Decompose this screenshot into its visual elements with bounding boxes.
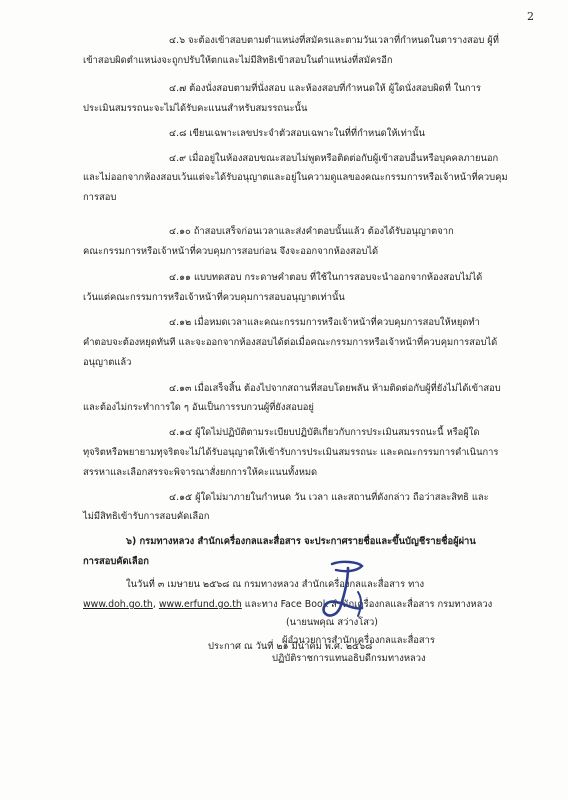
item-4-15-line-2: ไม่มีสิทธิเข้ารับการสอบคัดเลือก [83,511,210,522]
item-4-6-line-2: เข้าสอบผิดตำแหน่งจะถูกปรับให้ตกและไม่มีสิทธิเข้าสอบในตำแหน่งที่สมัครอีก [83,55,393,66]
item-4-14-line-2: ทุจริตหรือพยายามทุจริตจะไม่ได้รับอนุญาตให้เข้ารับการประเมินสมรรถนะ และคณะกรรมการดำเนินการ [83,447,499,458]
doh-website-link[interactable]: www.doh.go.th [83,599,153,610]
item-4-12-line-2: คำตอบจะต้องหยุดทันที และจะออกจากห้องสอบได้ต่อเมื่อคณะกรรมการหรือเจ้าหน้าที่ควบคุมการสอบได้ [83,337,498,348]
item-4-14-line-3: สรรหาและเลือกสรรจะพิจารณาสั่งยกการให้คะแนนทั้งหมด [83,467,318,478]
link-separator: , [152,599,159,610]
erfund-website-link[interactable]: www.erfund.go.th [158,599,242,610]
signature-icon [318,558,370,620]
item-4-10-line-2: คณะกรรมการหรือเจ้าหน้าที่ควบคุมการสอบก่อน จึงจะออกจากห้องสอบได้ [83,246,379,257]
item-4-11-line-1: ๔.๑๑ แบบทดสอบ กระดาษคำตอบ ที่ใช้ในการสอบจะนำออกจากห้องสอบไม่ได้ [169,272,483,283]
item-4-12-line-3: อนุญาตแล้ว [83,357,132,368]
announcement-date-line: ในวันที่ ๓ เมษายน ๒๕๖๘ ณ กรมทางหลวง สำนักเครื่องกลและสื่อสาร ทาง [126,579,425,590]
signatory-title-2: ปฏิบัติราชการแทนอธิบดีกรมทางหลวง [272,653,426,664]
page-number: 2 [527,10,534,23]
item-4-10-line-1: ๔.๑๐ ถ้าสอบเสร็จก่อนเวลาและส่งคำตอบนั้นแล้ว ต้องได้รับอนุญาตจาก [169,226,454,237]
item-4-6-line-1: ๔.๖ จะต้องเข้าสอบตามตำแหน่งที่สมัครและตามวันเวลาที่กำหนดในตารางสอบ ผู้ที่ [169,35,499,46]
item-4-13-line-2: และต้องไม่กระทำการใด ๆ อันเป็นการรบกวนผู้ที่ยังสอบอยู่ [83,402,314,413]
signatory-title-1: ผู้อำนวยการสำนักเครื่องกลและสื่อสาร [282,635,435,646]
signatory-name: (นายนพคุณ สว่างโสว) [286,617,378,628]
item-4-11-line-2: เว้นแต่คณะกรรมการหรือเจ้าหน้าที่ควบคุมการสอบอนุญาตเท่านั้น [83,292,345,303]
item-4-9-line-1: ๔.๙ เมื่ออยู่ในห้องสอบขณะสอบไม่พูดหรือติดต่อกับผู้เข้าสอบอื่นหรือบุคคลภายนอก [169,153,499,164]
item-4-12-line-1: ๔.๑๒ เมื่อหมดเวลาและคณะกรรมการหรือเจ้าหน้าที่ควบคุมการสอบให้หยุดทำ [169,317,480,328]
item-4-9-line-3: การสอบ [83,192,117,203]
item-4-7-line-2: ประเมินสมรรถนะจะไม่ได้รับคะแนนสำหรับสมรรถนะนั้น [83,103,308,114]
proclamation-date: ประกาศ ณ วันที่ ๒๑ มีนาคม พ.ศ. ๒๕๖๘ [208,641,373,652]
item-4-8-line-1: ๔.๘ เขียนเฉพาะเลขประจำตัวสอบเฉพาะในที่ที่กำหนดให้เท่านั้น [169,128,425,139]
item-4-7-line-1: ๔.๗ ต้องนั่งสอบตามที่นั่งสอบ และห้องสอบที่กำหนดให้ ผู้ใดนั่งสอบผิดที่ ในการ [169,83,481,94]
item-4-13-line-1: ๔.๑๓ เมื่อเสร็จสิ้น ต้องไปจากสถานที่สอบโดยพลัน ห้ามติดต่อกับผู้ที่ยังไม่ได้เข้าสอบ [169,383,501,394]
website-line [83,598,492,612]
item-4-15-line-1: ๔.๑๕ ผู้ใดไม่มาภายในกำหนด วัน เวลา และสถานที่ดังกล่าว ถือว่าสละสิทธิ และ [169,492,489,503]
facebook-text: และทาง Face Book สำนักเครื่องกลและสื่อสาร กรมทางหลวง [244,599,493,610]
item-4-9-line-2: และไม่ออกจากห้องสอบเว้นแต่จะได้รับอนุญาตและอยู่ในความดูแลของคณะกรรมการหรือเจ้าหน้าที่ควบคุม [83,172,508,183]
item-4-14-line-1: ๔.๑๔ ผู้ใดไม่ปฏิบัติตามระเบียบปฏิบัติเกี่ยวกับการประเมินสมรรถนะนี้ หรือผู้ใด [169,427,480,438]
section-6-heading-line-2: การสอบคัดเลือก [83,556,149,567]
section-6-heading-line-1: ๖) กรมทางหลวง สำนักเครื่องกลและสื่อสาร จะประกาศรายชื่อและขึ้นบัญชีรายชื่อผู้ผ่าน [126,536,476,547]
